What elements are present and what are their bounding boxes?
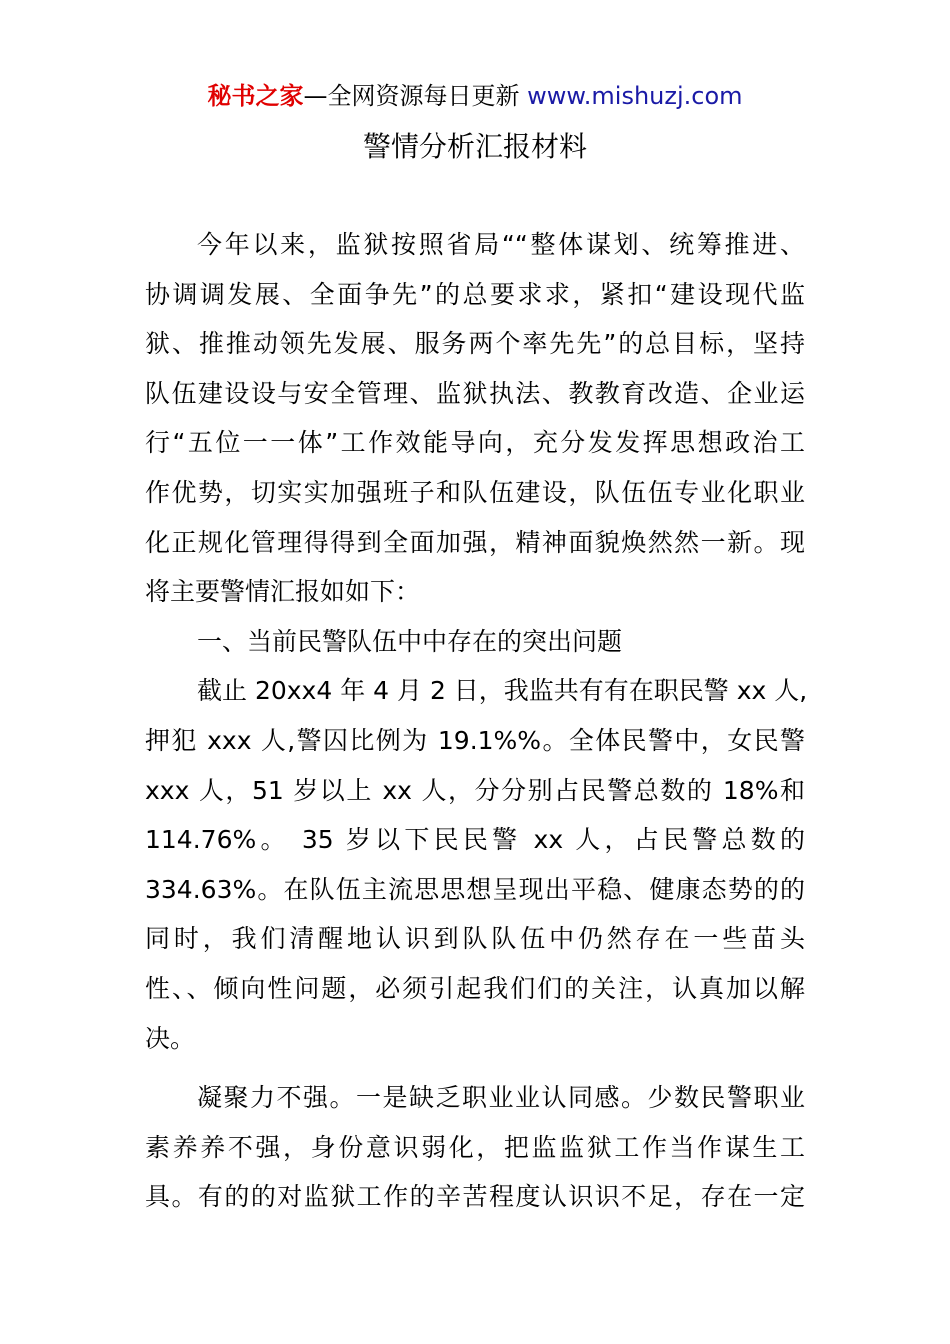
brand-name: 秘书之家: [207, 82, 304, 110]
paragraph-line: 今年以来，监狱按照省局““整体谋划、统筹推进、: [197, 230, 805, 259]
paragraph-line: 凝聚力不强。一是缺乏职业业认同感。少数民警职业: [197, 1083, 805, 1113]
paragraph-line: 同时，我们清醒地认识到队队伍中仍然存在一些苗头: [145, 924, 805, 954]
section-heading: 一、当前民警队伍中中存在的突出问题: [197, 626, 623, 656]
paragraph-line: 化正规化管理得得到全面加强，精神面貌焕然然一新。现: [145, 527, 805, 557]
paragraph-line: 行“五位一一体”工作效能导向，充分发发挥思想政治工: [145, 428, 805, 458]
paragraph-line: 性、、倾向性问题，必须引起我们们的关注，认真加以解: [145, 973, 805, 1003]
paragraph-line: 押犯 xxx 人,警囚比例为 19.1%%。全体民警中，女民警: [145, 725, 805, 755]
paragraph-line: 作优势，切实实加强班子和队伍建设，队伍伍专业化职业: [145, 477, 805, 507]
paragraph-line: 决。: [145, 1023, 196, 1053]
paragraph-spacer: [145, 1072, 805, 1082]
paragraph-line: 114.76%。 35 岁以下民民警 xx 人，占民警总数的: [145, 825, 805, 855]
paragraph-line: 素养养不强，身份意识弱化，把监监狱工作当作谋生工: [145, 1132, 805, 1162]
paragraph-line: 将主要警情汇报如如下：: [145, 577, 421, 607]
document-title: 警情分析汇报材料: [362, 130, 587, 163]
paragraph-line: 狱、推推动领先发展、服务两个率先先”的总目标，坚持: [145, 329, 805, 359]
header-tagline: —全网资源每日更新: [303, 82, 528, 110]
paragraph-line: 截止 20xx4 年 4 月 2 日，我监共有有在职民警 xx 人,: [197, 676, 808, 706]
document-body: [145, 229, 808, 1231]
paragraph-line: 队伍建设设与安全管理、监狱执法、教教育改造、企业运: [145, 378, 805, 408]
paragraph-line: xxx 人，51 岁以上 xx 人，分分别占民警总数的 18%和: [145, 775, 805, 805]
site-header: [0, 80, 950, 112]
paragraph-line: 协调调发展、全面争先”的总要求求，紧扣“建设现代监: [145, 279, 805, 309]
paragraph-line: 334.63%。在队伍主流思思想呈现出平稳、健康态势的的: [145, 874, 805, 904]
paragraph-line: 具。有的的对监狱工作的辛苦程度认识识不足，存在一定: [145, 1182, 805, 1212]
site-url-link[interactable]: www.mishuzj.com: [527, 82, 743, 110]
